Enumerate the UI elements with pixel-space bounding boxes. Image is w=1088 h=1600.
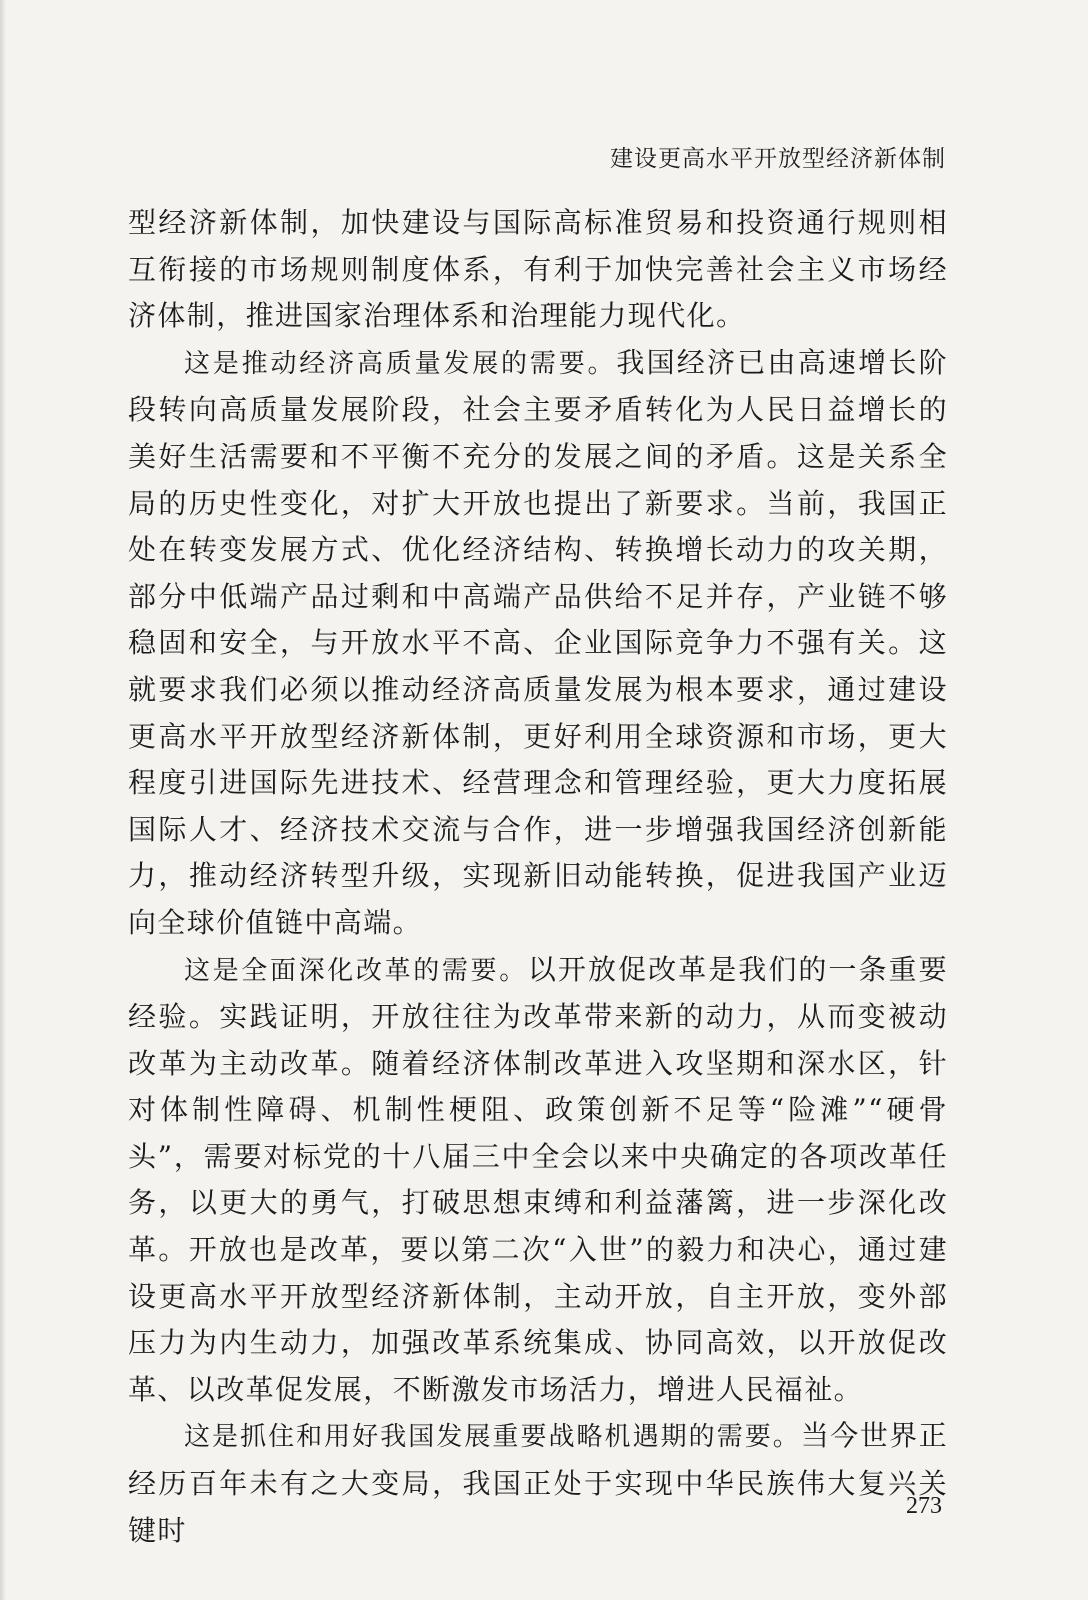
running-header: 建设更高水平开放型经济新体制 [610,146,946,172]
paragraph-strategic-opportunity [128,1413,948,1554]
paragraph-text: 型经济新体制，加快建设与国际高标准贸易和投资通行规则相互衔接的市场规则制度体系，有利于加快完善社会主义市场经济体制，推进国家治理体系和治理能力现代化。 [128,206,948,333]
paragraph-text: 我国经济已由高速增长阶段转向高质量发展阶段，社会主要矛盾转化为人民日益增长的美好生活需要和不平衡不充分的发展之间的矛盾。这是关系全局的历史性变化，对扩大开放也提出了新要求。当前，我国正处在转变发展方式、优化经济结构、转换增长动力的攻关期，部分中低端产品过剩和中高端产品供给不足并存，产业链不够稳固和安全，与开放水平不高、企业国际竞争力不强有关。这就要求我们必须以推动经济高质量发展为根本要求，通过建设更高水平开放型经济新体制，更好利用全球资源和市场，更大程度引进国际先进技术、经营理念和管理经验，更大力度拓展国际人才、经济技术交流与合作，进一步增强我国经济创新能力，推动经济转型升级，实现新旧动能转换，促进我国产业迈向全球价值链中高端。 [128,345,948,939]
paragraph-lead: 这是抓住和用好我国发展重要战略机遇期的需要。 [184,1422,801,1453]
paragraph-lead: 这是推动经济高质量发展的需要。 [184,348,617,379]
paragraph-economic-quality [128,340,948,947]
page-number: 273 [906,1493,942,1519]
paragraph-deepen-reform [128,947,948,1414]
paragraph-lead: 这是全面深化改革的需要。 [184,955,528,986]
paragraph-text: 以开放促改革是我们的一条重要经验。实践证明，开放往往为改革带来新的动力，从而变被动改革为主动改革。随着经济体制改革进入攻坚期和深水区，针对体制性障碍、机制性梗阻、政策创新不足等“险滩”“硬骨头”，需要对标党的十八届三中全会以来中央确定的各项改革任务，以更大的勇气，打破思想束缚和利益藩篱，进一步深化改革。开放也是改革，要以第二次“入世”的毅力和决心，通过建设更高水平开放型经济新体制，主动开放，自主开放，变外部压力为内生动力，加强改革系统集成、协同高效，以开放促改革、以改革促发展，不断激发市场活力，增进人民福祉。 [128,952,948,1406]
scan-shadow [0,0,6,1600]
paragraph-continuation [128,200,948,340]
body-text [128,200,948,1554]
paragraph-text: 当今世界正经历百年未有之大变局，我国正处于实现中华民族伟大复兴关键时 [128,1419,948,1547]
